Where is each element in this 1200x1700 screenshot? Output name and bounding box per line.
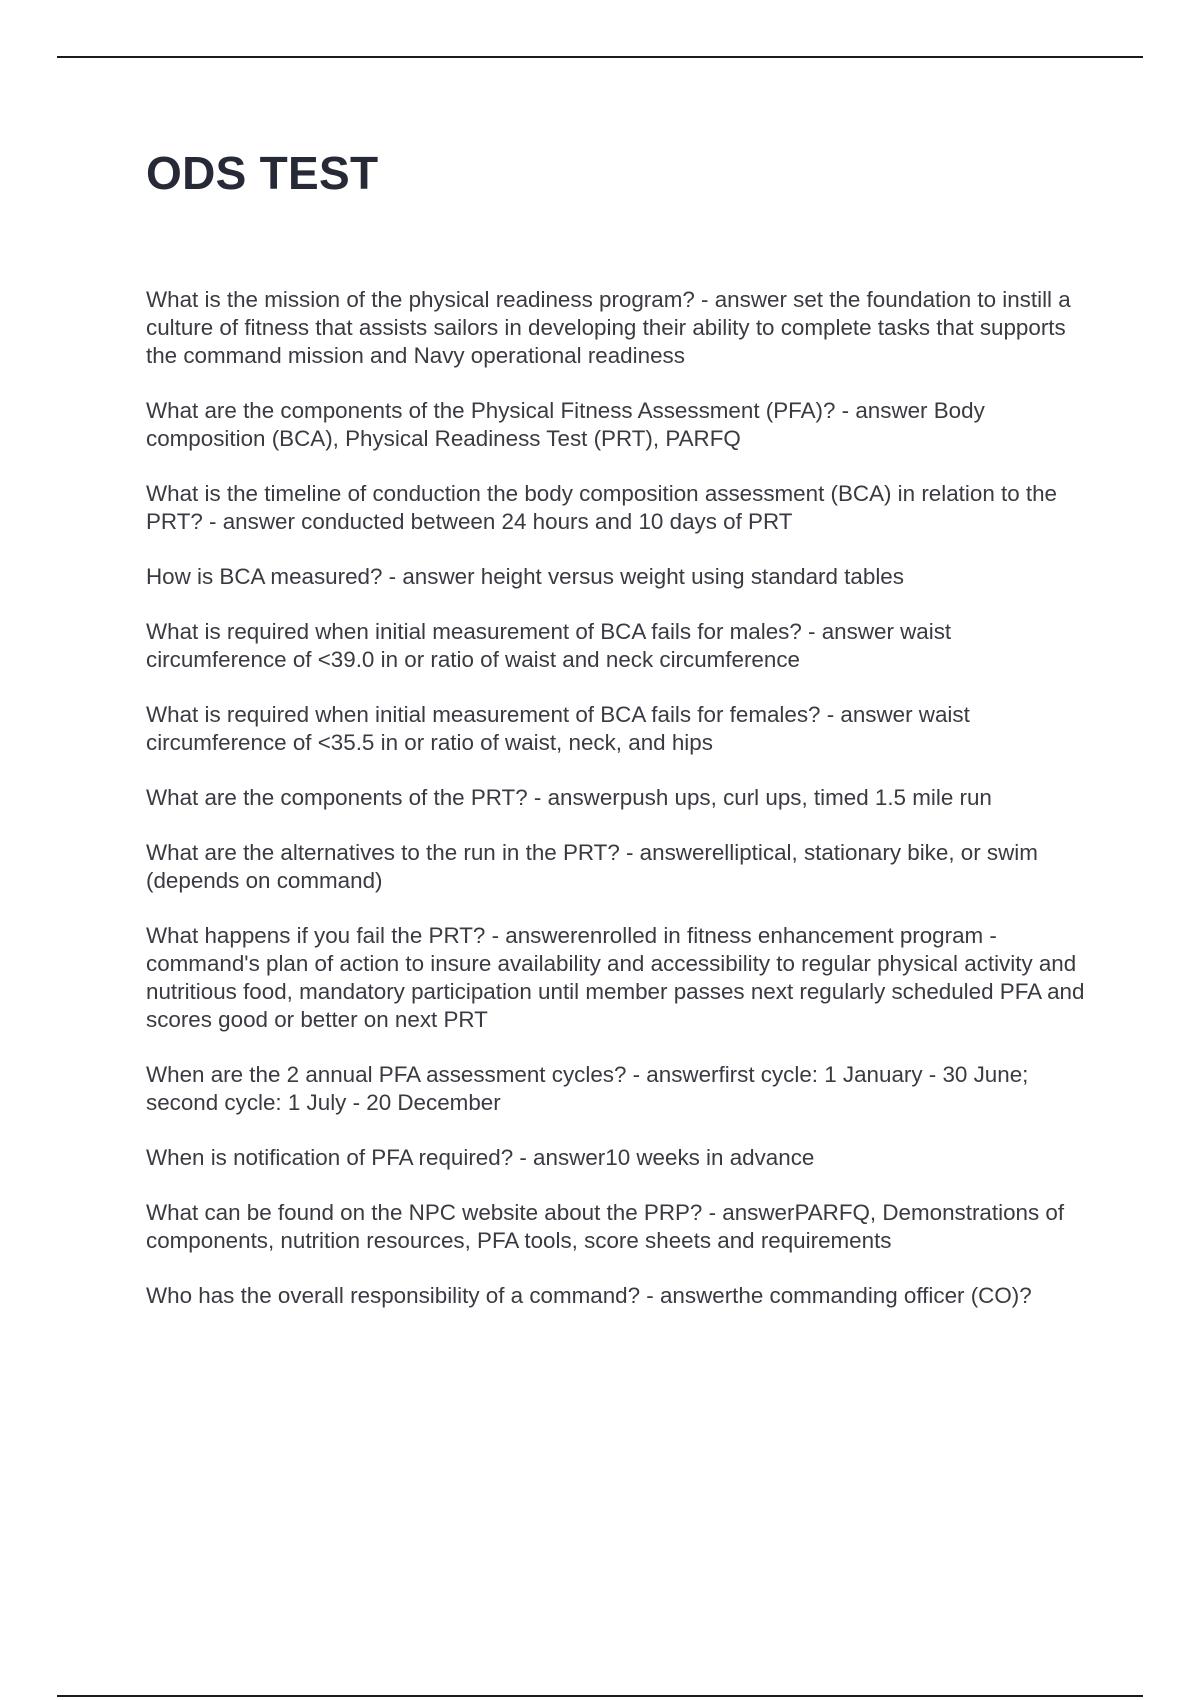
top-divider bbox=[57, 56, 1143, 58]
qa-item: Who has the overall responsibility of a command? - answerthe commanding officer (CO)? bbox=[146, 1283, 1032, 1308]
bottom-divider bbox=[57, 1695, 1143, 1697]
qa-item: What is required when initial measurement of BCA fails for males? - answer waist circumference of <39.0 in or ratio of waist and neck circumference bbox=[146, 619, 952, 672]
qa-item: What happens if you fail the PRT? - answerenrolled in fitness enhancement program - command's plan of action to insure availability and accessibility to regular physical activity and nutritious food, mandatory participation until member passes next regularly scheduled PFA and scores good or better on next PRT bbox=[146, 923, 1085, 1032]
qa-item: How is BCA measured? - answer height versus weight using standard tables bbox=[146, 564, 904, 589]
qa-item: What is the mission of the physical readiness program? - answer set the foundation to instill a culture of fitness that assists sailors in developing their ability to complete tasks that supports the command mission and Navy operational readiness bbox=[146, 287, 1071, 368]
page-title: ODS TEST bbox=[146, 147, 379, 199]
qa-item: What is the timeline of conduction the body composition assessment (BCA) in relation to the PRT? - answer conducted between 24 hours and 10 days of PRT bbox=[146, 481, 1058, 534]
qa-item: What are the components of the PRT? - answerpush ups, curl ups, timed 1.5 mile run bbox=[146, 785, 992, 810]
qa-item: What are the alternatives to the run in the PRT? - answerelliptical, stationary bike, or swim (depends on command) bbox=[146, 840, 1038, 893]
qa-item: When are the 2 annual PFA assessment cycles? - answerfirst cycle: 1 January - 30 June; second cycle: 1 July - 20 December bbox=[146, 1062, 1029, 1115]
qa-item: What are the components of the Physical Fitness Assessment (PFA)? - answer Body composition (BCA), Physical Readiness Test (PRT), PARFQ bbox=[146, 398, 985, 451]
qa-item: What can be found on the NPC website about the PRP? - answerPARFQ, Demonstrations of components, nutrition resources, PFA tools, score sheets and requirements bbox=[146, 1200, 1065, 1253]
qa-item: When is notification of PFA required? - answer10 weeks in advance bbox=[146, 1145, 815, 1170]
question-answer-list bbox=[146, 286, 1086, 1337]
qa-item: What is required when initial measurement of BCA fails for females? - answer waist circumference of <35.5 in or ratio of waist, neck, and hips bbox=[146, 702, 970, 755]
